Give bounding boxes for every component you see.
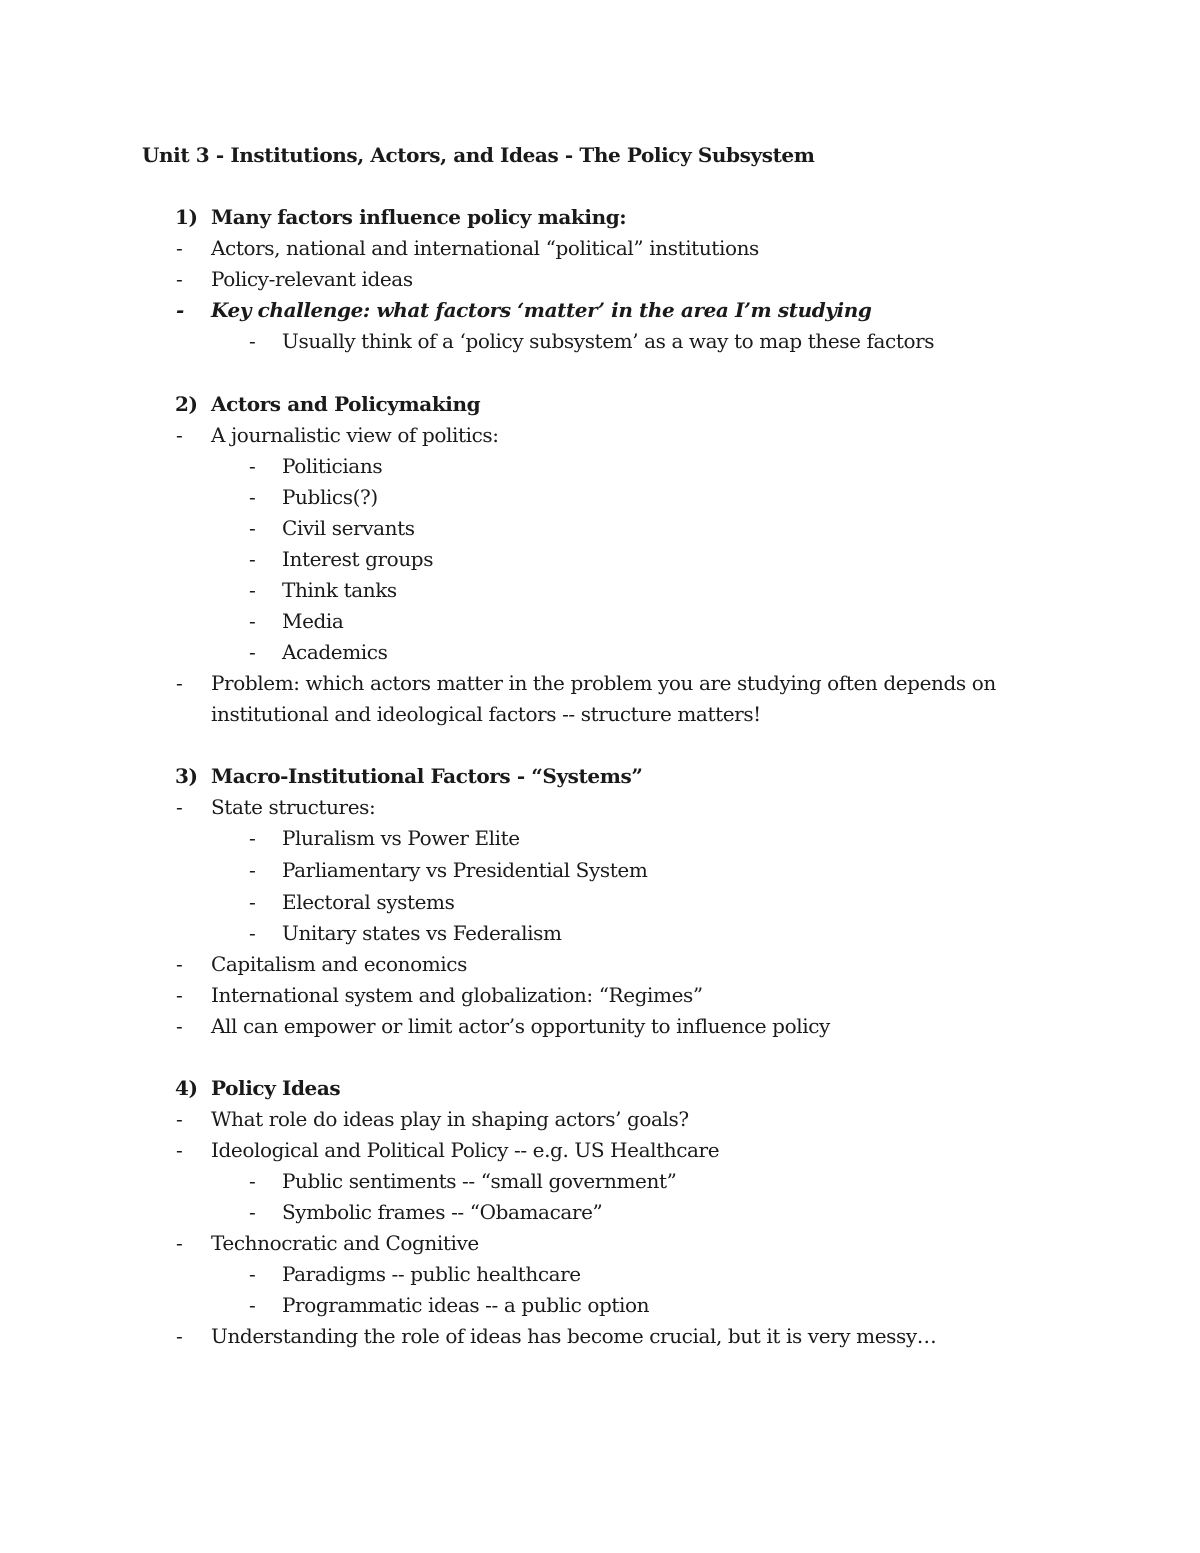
sub-bullet-dash: -	[249, 1169, 256, 1193]
section-number: 1)	[175, 205, 198, 229]
sub-bullet-text: Usually think of a ‘policy subsystem’ as a way to map these factors	[282, 329, 935, 353]
bullet-dash: -	[176, 298, 184, 322]
sub-bullet-text: Programmatic ideas -- a public option	[282, 1293, 650, 1317]
sub-bullet-text: Pluralism vs Power Elite	[282, 826, 520, 850]
sub-bullet-dash: -	[249, 516, 256, 540]
sub-bullet-dash: -	[249, 921, 256, 945]
bullet-text: Policy-relevant ideas	[211, 267, 413, 291]
bullet-text: All can empower or limit actor’s opportunity to influence policy	[211, 1014, 830, 1038]
sub-bullet-text: Electoral systems	[282, 890, 455, 914]
section-number: 3)	[175, 764, 198, 788]
bullet-dash: -	[176, 1014, 183, 1038]
bullet-text: Capitalism and economics	[211, 952, 467, 976]
section-heading-text: Many factors influence policy making:	[211, 205, 627, 229]
sub-bullet-text: Media	[282, 609, 344, 633]
bullet-text: Ideological and Political Policy -- e.g. US Healthcare	[211, 1138, 720, 1162]
bullet-text: State structures:	[211, 795, 376, 819]
sub-bullet-text: Publics(?)	[282, 485, 378, 509]
bullet-text: Key challenge: what factors ‘matter’ in the area I’m studying	[211, 298, 872, 322]
bullet-dash: -	[176, 671, 183, 695]
sub-bullet-text: Interest groups	[282, 547, 434, 571]
bullet-dash: -	[176, 1231, 183, 1255]
sub-bullet-dash: -	[249, 826, 256, 850]
section-number: 2)	[175, 392, 198, 416]
sub-bullet-dash: -	[249, 329, 256, 353]
sub-bullet-dash: -	[249, 547, 256, 571]
sub-bullet-dash: -	[249, 609, 256, 633]
bullet-text: Technocratic and Cognitive	[211, 1231, 479, 1255]
sub-bullet-dash: -	[249, 858, 256, 882]
sub-bullet-dash: -	[249, 640, 256, 664]
section-number: 4)	[175, 1076, 198, 1100]
bullet-text: A journalistic view of politics:	[211, 423, 499, 447]
sub-bullet-text: Parliamentary vs Presidential System	[282, 858, 648, 882]
section-heading-text: Macro-Institutional Factors - “Systems”	[211, 764, 643, 788]
sub-bullet-dash: -	[249, 454, 256, 478]
section-heading-text: Policy Ideas	[211, 1076, 341, 1100]
sub-bullet-text: Politicians	[282, 454, 383, 478]
sub-bullet-text: Think tanks	[282, 578, 397, 602]
sub-bullet-text: Unitary states vs Federalism	[282, 921, 562, 945]
bullet-dash: -	[176, 1324, 183, 1348]
bullet-text: What role do ideas play in shaping actors’ goals?	[211, 1107, 689, 1131]
bullet-dash: -	[176, 236, 183, 260]
sub-bullet-text: Paradigms -- public healthcare	[282, 1262, 581, 1286]
sub-bullet-text: Civil servants	[282, 516, 415, 540]
bullet-dash: -	[176, 952, 183, 976]
bullet-dash: -	[176, 1107, 183, 1131]
bullet-dash: -	[176, 983, 183, 1007]
bullet-text: Problem: which actors matter in the problem you are studying often depends on	[211, 671, 996, 695]
sub-bullet-text: Symbolic frames -- “Obamacare”	[282, 1200, 603, 1224]
sub-bullet-text: Public sentiments -- “small government”	[282, 1169, 677, 1193]
document-title: Unit 3 - Institutions, Actors, and Ideas - The Policy Subsystem	[142, 143, 815, 167]
bullet-dash: -	[176, 267, 183, 291]
bullet-dash: -	[176, 423, 183, 447]
section-heading-text: Actors and Policymaking	[211, 392, 481, 416]
sub-bullet-dash: -	[249, 1200, 256, 1224]
bullet-dash: -	[176, 795, 183, 819]
sub-bullet-dash: -	[249, 1293, 256, 1317]
sub-bullet-dash: -	[249, 578, 256, 602]
bullet-text: International system and globalization: “Regimes”	[211, 983, 703, 1007]
bullet-text: Actors, national and international “political” institutions	[211, 236, 759, 260]
bullet-dash: -	[176, 1138, 183, 1162]
sub-bullet-dash: -	[249, 1262, 256, 1286]
sub-bullet-text: Academics	[282, 640, 388, 664]
sub-bullet-dash: -	[249, 890, 256, 914]
bullet-text: Understanding the role of ideas has become crucial, but it is very messy…	[211, 1324, 937, 1348]
bullet-text: institutional and ideological factors -- structure matters!	[211, 702, 761, 726]
sub-bullet-dash: -	[249, 485, 256, 509]
